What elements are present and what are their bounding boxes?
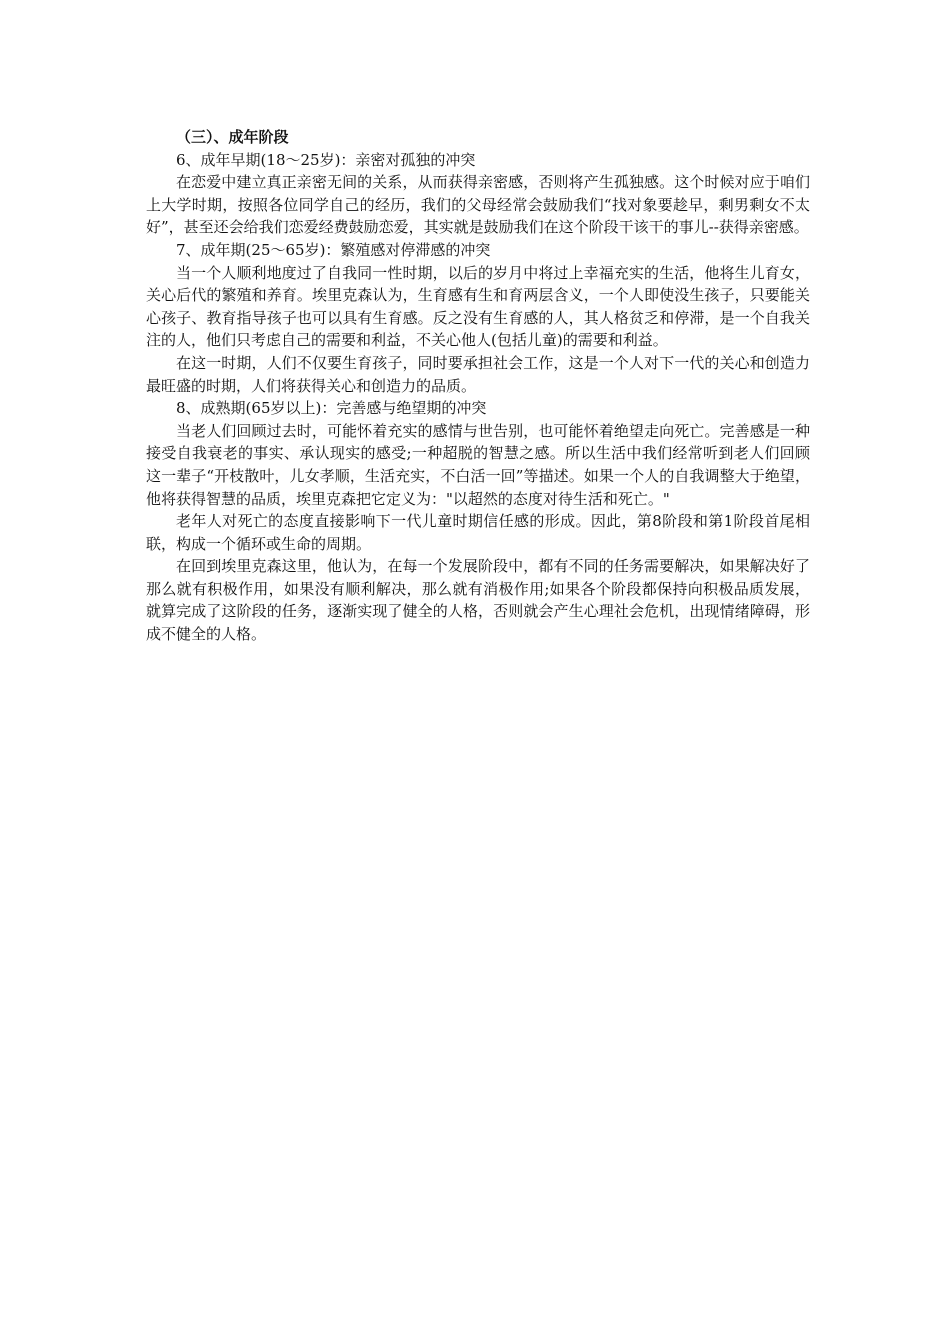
- paragraph: 当老人们回顾过去时，可能怀着充实的感情与世告别，也可能怀着绝望走向死亡。完善感是一种接受自我衰老的事实、承认现实的感受;一种超脱的智慧之感。所以生活中我们经常听到老人们回顾这一辈子“开枝散叶，儿女孝顺，生活充实，不白活一回”等描述。如果一个人的自我调整大于绝望，他将获得智慧的品质，埃里克森把它定义为："以超然的态度对待生活和死亡。": [146, 421, 810, 508]
- paragraph: 在回到埃里克森这里，他认为，在每一个发展阶段中，都有不同的任务需要解决，如果解决好了那么就有积极作用，如果没有顺利解决，那么就有消极作用;如果各个阶段都保持向积极品质发展，就算完成了这阶段的任务，逐渐实现了健全的人格，否则就会产生心理社会危机，出现情绪障碍，形成不健全的人格。: [146, 557, 810, 644]
- paragraph: 在恋爱中建立真正亲密无间的关系，从而获得亲密感，否则将产生孤独感。这个时候对应于咱们上大学时期，按照各位同学自己的经历，我们的父母经常会鼓励我们“找对象要趁早，剩男剩女不太好”，甚至还会给我们恋爱经费鼓励恋爱，其实就是鼓励我们在这个阶段干该干的事儿--获得亲密感。: [146, 173, 810, 237]
- paragraph: 当一个人顺利地度过了自我同一性时期，以后的岁月中将过上幸福充实的生活，他将生儿育女，关心后代的繁殖和养育。埃里克森认为，生育感有生和育两层含义，一个人即使没生孩子，只要能关心孩子、教育指导孩子也可以具有生育感。反之没有生育感的人，其人格贫乏和停滞，是一个自我关注的人，他们只考虑自己的需要和利益，不关心他人(包括儿童)的需要和利益。: [146, 263, 810, 350]
- subheading-adulthood: 7、成年期(25～65岁)：繁殖感对停滞感的冲突: [176, 240, 491, 259]
- section-title: （三）、成年阶段: [176, 128, 289, 146]
- subheading-maturity: 8、成熟期(65岁以上)：完善感与绝望期的冲突: [176, 399, 487, 418]
- subheading-early-adulthood: 6、成年早期(18～25岁)：亲密对孤独的冲突: [176, 150, 476, 169]
- paragraph: 在这一时期，人们不仅要生育孩子，同时要承担社会工作，这是一个人对下一代的关心和创造力最旺盛的时期，人们将获得关心和创造力的品质。: [146, 353, 810, 395]
- paragraph: 老年人对死亡的态度直接影响下一代儿童时期信任感的形成。因此，第8阶段和第1阶段首尾相联，构成一个循环或生命的周期。: [146, 512, 810, 553]
- document-body: [146, 126, 810, 646]
